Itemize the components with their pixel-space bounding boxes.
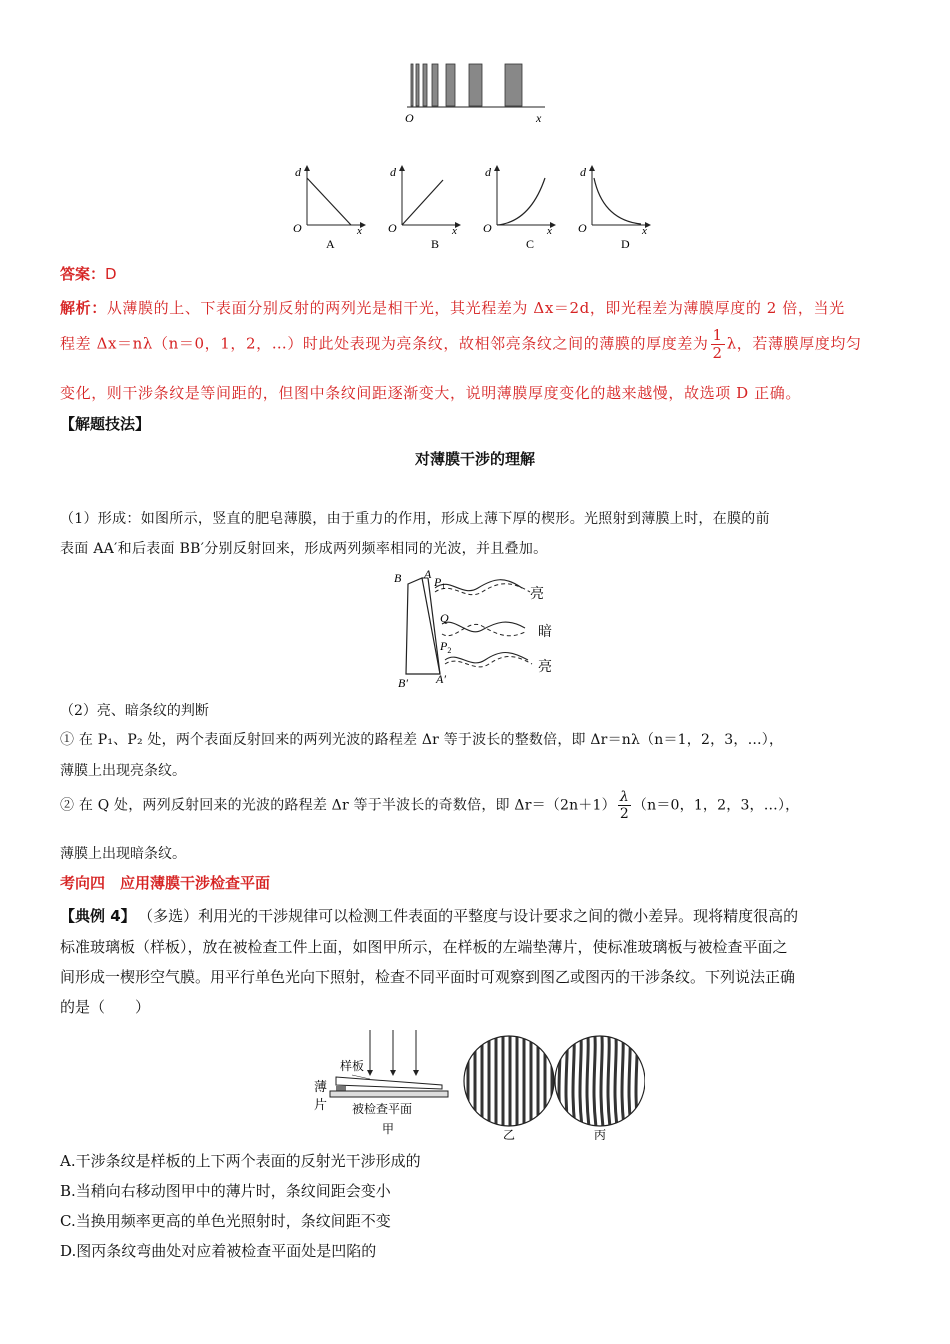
svg-text:被检查平面: 被检查平面	[352, 1102, 413, 1116]
analysis-label: 解析：	[60, 299, 107, 317]
svg-text:Q: Q	[440, 611, 449, 625]
skill-p2: （2）亮、暗条纹的判断	[60, 703, 209, 719]
analysis-line-2: 程差 Δx＝nλ（n＝0，1，2，…）时此处表现为亮条纹，故相邻亮条纹之间的薄膜的厚度差为 $\frac{1}{2}$ λ，若薄膜厚度均匀	[60, 326, 862, 362]
svg-text:x: x	[547, 225, 552, 237]
svg-text:B′: B′	[398, 676, 408, 690]
svg-text:C: C	[526, 237, 535, 251]
svg-text:D: D	[621, 237, 630, 251]
answer-line	[60, 263, 117, 284]
svg-text:x: x	[642, 225, 647, 237]
fringe-pattern-figure	[395, 60, 555, 130]
graph-c	[483, 165, 553, 251]
section4-heading: 考向四 应用薄膜干涉检查平面	[60, 874, 271, 892]
skill-p3-line1: ① 在 P₁、P₂ 处，两个表面反射回来的两列光波的路程差 Δr 等于波长的整数倍，即 Δr＝nλ（n＝1，2，3，…），	[60, 732, 784, 748]
example4-line1: 【典例 4】 （多选）利用光的干涉规律可以检测工件表面的平整度与设计要求之间的微小差异。现将精度很高的	[60, 907, 799, 925]
svg-text:P2: $P_2$	[440, 639, 452, 655]
skill-title: 对薄膜干涉的理解	[414, 450, 535, 468]
svg-text:B: B	[431, 237, 440, 251]
option-graphs-figure	[285, 160, 675, 255]
answer-label: 答案：	[60, 265, 106, 283]
svg-text:x: x	[452, 225, 457, 237]
analysis-line-1: 解析：从薄膜的上、下表面分别反射的两列光是相干光，其光程差为 Δx＝2d，即光程差为薄膜厚度的 2 倍，当光	[60, 299, 845, 317]
option-b: B.当稍向右移动图甲中的薄片时，条纹间距会变小	[60, 1182, 391, 1200]
option-a: A.干涉条纹是样板的上下两个表面的反射光干涉形成的	[60, 1152, 421, 1170]
skill-p1-line1: （1）形成：如图所示，竖直的肥皂薄膜，由于重力的作用，形成上薄下厚的楔形。光照射到薄膜上时，在膜的前	[60, 511, 770, 527]
svg-text:B: B	[394, 571, 402, 585]
x-axis-label: x	[536, 111, 542, 125]
svg-text:d: d	[580, 165, 586, 179]
svg-text:x: x	[357, 225, 362, 237]
svg-text:亮: 亮	[530, 587, 544, 602]
svg-text:d: d	[485, 165, 491, 179]
skill-p4-line2: 薄膜上出现暗条纹。	[60, 846, 186, 862]
skill-p1-line2: 表面 AA′和后表面 BB′分别反射回来，形成两列频率相同的光波，并且叠加。	[60, 541, 548, 557]
svg-text:O: O	[293, 221, 302, 235]
fraction-half: $\frac{1}{2}$	[712, 326, 723, 362]
origin-label: O	[405, 111, 414, 125]
svg-text:样板: 样板	[340, 1059, 365, 1073]
svg-text:A′: A′	[436, 672, 446, 686]
analysis-line-3: 变化，则干涉条纹是等间距的，但图中条纹间距逐渐变大，说明薄膜厚度变化的越来越慢，故选项 D 正确。	[60, 384, 801, 402]
example4-line2: 标准玻璃板（样板），放在被检查工件上面，如图甲所示，在样板的左端垫薄片，使标准玻璃板与被检查平面之	[60, 938, 788, 956]
option-d: D.图丙条纹弯曲处对应着被检查平面处是凹陷的	[60, 1242, 377, 1260]
skill-p3-line2: 薄膜上出现亮条纹。	[60, 763, 186, 779]
flatness-test-figure	[300, 1025, 645, 1140]
example-label: 【典例 4】	[60, 907, 136, 925]
fraction-lambda-half: $\frac{\lambda}{2}$	[619, 789, 629, 822]
svg-text:O: O	[483, 221, 492, 235]
svg-text:d: d	[390, 165, 396, 179]
svg-text:薄: 薄	[314, 1079, 328, 1094]
graph-a	[293, 165, 363, 251]
graph-b	[388, 165, 458, 251]
svg-text:O: O	[578, 221, 587, 235]
svg-text:甲: 甲	[382, 1122, 395, 1136]
skill-p4-line1: ② 在 Q 处，两列反射回来的光波的路程差 Δr 等于半波长的奇数倍，即 Δr＝（2n＋1） $\frac{\lambda}{2}$ （n＝0，1，2，3，…），	[60, 789, 800, 822]
example4-line3: 间形成一楔形空气膜。用平行单色光向下照射，检查不同平面时可观察到图乙或图丙的干涉条纹。下列说法正确	[60, 968, 796, 986]
svg-text:片: 片	[314, 1097, 328, 1112]
svg-text:暗: 暗	[538, 625, 552, 640]
svg-text:A: A	[424, 567, 432, 581]
graph-d	[578, 165, 648, 251]
skill-heading: 【解题技法】	[60, 415, 151, 433]
svg-text:亮: 亮	[538, 660, 552, 675]
option-c: C.当换用频率更高的单色光照射时，条纹间距不变	[60, 1212, 391, 1230]
svg-text:O: O	[388, 221, 397, 235]
answer-value: D	[105, 265, 117, 283]
example4-line4: 的是（ ）	[60, 998, 151, 1016]
svg-text:A: A	[326, 237, 335, 251]
svg-text:乙: 乙	[503, 1128, 516, 1140]
svg-text:d: d	[295, 165, 301, 179]
svg-text:P1: $P_1$	[434, 575, 446, 591]
svg-text:丙: 丙	[594, 1128, 607, 1140]
soap-film-figure	[390, 566, 570, 691]
